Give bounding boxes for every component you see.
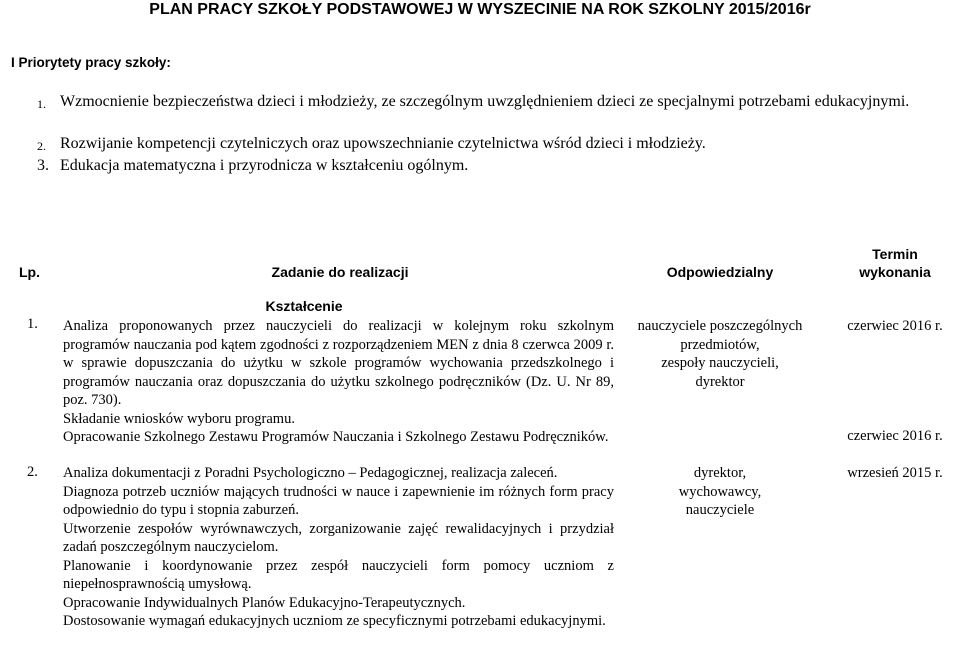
priorities-heading: I Priorytety pracy szkoły: — [11, 55, 171, 70]
task-paragraph: Analiza proponowanych przez nauczycieli do realizacji w kolejnym roku szkolnym programów nauczania pod kątem zgodności z rozporządzeniem MEN z dnia 8 czerwca 2009 r. w sprawie dopuszczania do użytku w szkole programów wychowania przedszkolnego i programów nauczania oraz dopuszczania do użytku szkolnego podręczników (Dz. U. Nr 89, poz. 730). — [63, 318, 614, 408]
task-paragraph: Opracowanie Indywidualnych Planów Edukacyjno-Terapeutycznych. — [63, 594, 466, 611]
priority-text: Rozwijanie kompetencji czytelniczych oraz upowszechnianie czytelnictwa wśród dzieci i młodzieży. — [60, 135, 706, 152]
column-header-responsible: Odpowiedzialny — [666, 264, 774, 280]
row-number: 1. — [27, 316, 38, 332]
document-title: PLAN PRACY SZKOŁY PODSTAWOWEJ W WYSZECINIE NA ROK SZKOLNY 2015/2016r — [149, 1, 811, 18]
row-responsible — [620, 317, 820, 391]
responsible-line: zespoły nauczycieli, — [661, 355, 779, 371]
row-responsible — [620, 464, 820, 520]
responsible-line: wychowawcy, — [678, 483, 762, 500]
priority-number: 2. — [37, 139, 46, 153]
row-task — [63, 464, 614, 631]
responsible-line: nauczyciele poszczególnych — [637, 318, 803, 334]
priority-text: Wzmocnienie bezpieczeństwa dzieci i młodzieży, ze szczególnym uwzględnieniem dzieci ze specjalnymi potrzebami edukacyjnymi. — [60, 93, 910, 110]
section-heading: Kształcenie — [265, 298, 343, 314]
row-term: wrzesień 2015 r. — [847, 465, 943, 481]
task-paragraph: Diagnoza potrzeb uczniów mających trudności w nauce i zapewnienie im różnych form pracy odpowiednio do typu i stopnia zaburzeń. — [63, 483, 614, 518]
column-header-term-line2: wykonania — [859, 264, 931, 280]
task-paragraph: Opracowanie Szkolnego Zestawu Programów Nauczania i Szkolnego Zestawu Podręczników. — [63, 429, 609, 445]
row-task — [63, 317, 614, 447]
column-header-task: Zadanie do realizacji — [271, 264, 409, 280]
task-paragraph: Dostosowanie wymagań edukacyjnych uczniom ze specyficznymi potrzebami edukacyjnymi. — [63, 613, 606, 629]
responsible-line: dyrektor, — [693, 465, 747, 481]
priority-text: Edukacja matematyczna i przyrodnicza w kształceniu ogólnym. — [60, 157, 469, 174]
responsible-line: nauczyciele — [685, 502, 755, 518]
row-number: 2. — [27, 464, 38, 480]
column-header-lp: Lp. — [19, 264, 40, 280]
row-term: czerwiec 2016 r. — [847, 318, 943, 334]
column-header-term-line1: Termin — [872, 246, 918, 262]
task-paragraph: Planowanie i koordynowanie przez zespół nauczycieli form pomocy uczniom z niepełnosprawnością umysłową. — [63, 557, 614, 592]
responsible-line: dyrektor — [695, 373, 745, 390]
priority-number: 1. — [37, 97, 46, 111]
task-paragraph: Analiza dokumentacji z Poradni Psychologiczno – Pedagogicznej, realizacja zaleceń. — [63, 465, 558, 481]
task-paragraph: Utworzenie zespołów wyrównawczych, zorganizowanie zajęć rewalidacyjnych i przydział zadań poszczególnym nauczycielom. — [63, 520, 614, 555]
task-paragraph: Składanie wniosków wyboru programu. — [63, 410, 295, 427]
row-term: czerwiec 2016 r. — [847, 428, 943, 444]
responsible-line: przedmiotów, — [680, 336, 760, 353]
priority-number: 3. — [37, 157, 49, 174]
